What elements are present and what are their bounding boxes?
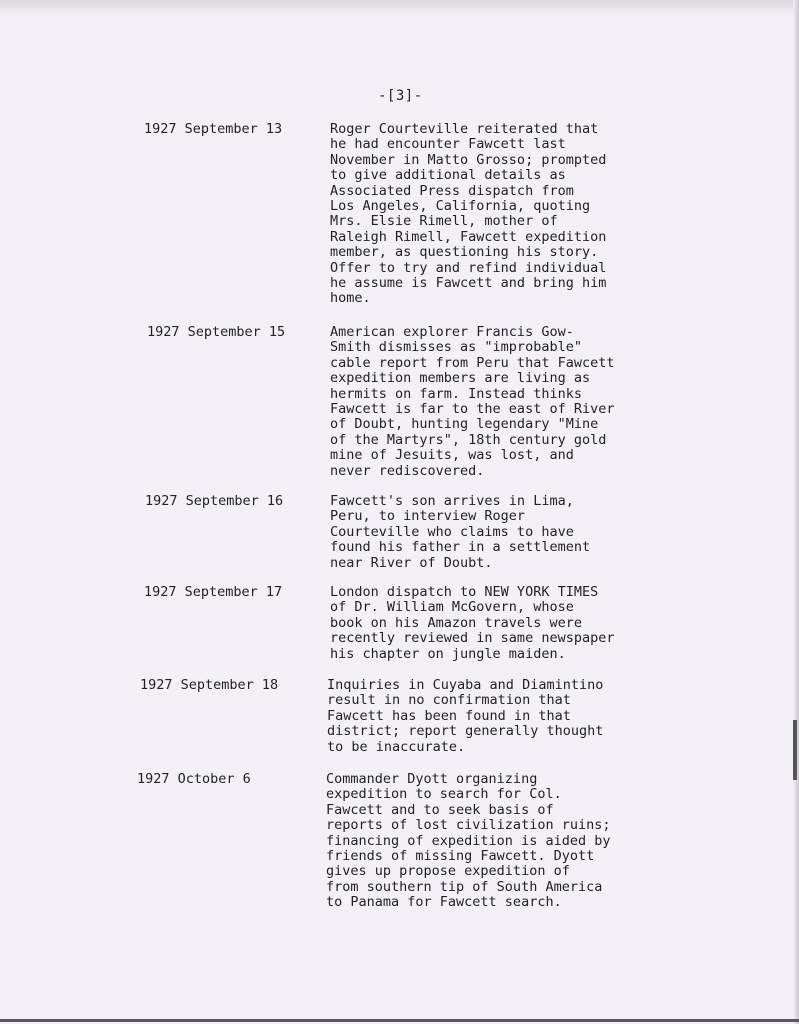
text-line: Fawcett's son arrives in Lima, xyxy=(330,493,574,509)
scan-edge-mark xyxy=(793,720,797,780)
text-line: expedition members are living as xyxy=(330,370,591,387)
entry-date: 1927 September 16 xyxy=(145,493,284,509)
text-line: found his father in a settlement xyxy=(330,539,591,556)
text-line: he had encounter Fawcett last xyxy=(330,136,566,153)
text-line: Offer to try and refind individual xyxy=(330,259,607,276)
text-line: Mrs. Elsie Rimell, mother of xyxy=(330,213,558,230)
text-line: of Doubt, hunting legendary "Mine xyxy=(330,416,599,433)
scan-top-shadow xyxy=(0,0,799,16)
entry-date: 1927 September 15 xyxy=(147,324,286,340)
text-line: his chapter on jungle maiden. xyxy=(330,645,566,662)
text-line: book on his Amazon travels were xyxy=(330,614,582,631)
text-line: district; report generally thought xyxy=(327,723,604,740)
entry-description xyxy=(330,325,665,479)
text-line: November in Matto Grosso; prompted xyxy=(330,151,607,168)
text-line: mine of Jesuits, was lost, and xyxy=(330,447,574,464)
text-line: to be inaccurate. xyxy=(327,738,466,755)
text-line: Peru, to interview Roger xyxy=(330,508,526,525)
text-line: American explorer Francis Gow- xyxy=(330,324,574,340)
text-line: Fawcett has been found in that xyxy=(327,707,571,724)
text-line: reports of lost civilization ruins; xyxy=(326,817,611,834)
text-line: recently reviewed in same newspaper xyxy=(330,630,615,647)
text-line: hermits on farm. Instead thinks xyxy=(330,385,582,402)
text-line: Roger Courteville reiterated that xyxy=(330,121,599,137)
text-line: home. xyxy=(330,290,371,307)
text-line: financing of expedition is aided by xyxy=(326,832,611,849)
text-line: Courteville who claims to have xyxy=(330,523,574,540)
text-line: member, as questioning his story. xyxy=(330,244,599,261)
text-line: Fawcett and to seek basis of xyxy=(326,801,554,818)
text-line: of Dr. William McGovern, whose xyxy=(330,599,574,616)
entry-date: 1927 October 6 xyxy=(137,771,251,787)
scan-right-edge xyxy=(793,0,799,1024)
text-line: Commander Dyott organizing xyxy=(326,771,538,787)
text-line: from southern tip of South America xyxy=(326,878,603,895)
text-line: near River of Doubt. xyxy=(330,554,493,571)
text-line: never rediscovered. xyxy=(330,462,485,479)
text-line: Inquiries in Cuyaba and Diamintino xyxy=(327,677,604,693)
entry-description xyxy=(327,678,662,755)
text-line: result in no confirmation that xyxy=(327,692,571,709)
text-line: friends of missing Fawcett. Dyott xyxy=(326,848,595,865)
text-line: Los Angeles, California, quoting xyxy=(330,198,591,215)
text-line: to give additional details as xyxy=(330,167,566,184)
text-line: cable report from Peru that Fawcett xyxy=(330,354,615,371)
entry-date: 1927 September 18 xyxy=(140,677,279,693)
text-line: Associated Press dispatch from xyxy=(330,182,574,199)
text-line: to Panama for Fawcett search. xyxy=(326,894,562,911)
text-line: of the Martyrs", 18th century gold xyxy=(330,431,607,448)
entry-description xyxy=(326,772,661,911)
entry-date: 1927 September 13 xyxy=(144,121,283,137)
scan-bottom-rule xyxy=(0,1019,799,1022)
text-line: London dispatch to NEW YORK TIMES xyxy=(330,584,599,600)
text-line: Raleigh Rimell, Fawcett expedition xyxy=(330,228,607,245)
text-line: Smith dismisses as "improbable" xyxy=(330,339,582,356)
entry-description xyxy=(330,494,665,571)
text-line: gives up propose expedition of xyxy=(326,863,570,880)
text-line: Fawcett is far to the east of River xyxy=(330,401,615,418)
page-number: -[3]- xyxy=(378,88,423,104)
text-line: he assume is Fawcett and bring him xyxy=(330,275,607,292)
entry-description xyxy=(330,122,665,307)
entry-description xyxy=(330,585,665,662)
entry-date: 1927 September 17 xyxy=(144,584,283,600)
text-line: expedition to search for Col. xyxy=(326,786,562,803)
